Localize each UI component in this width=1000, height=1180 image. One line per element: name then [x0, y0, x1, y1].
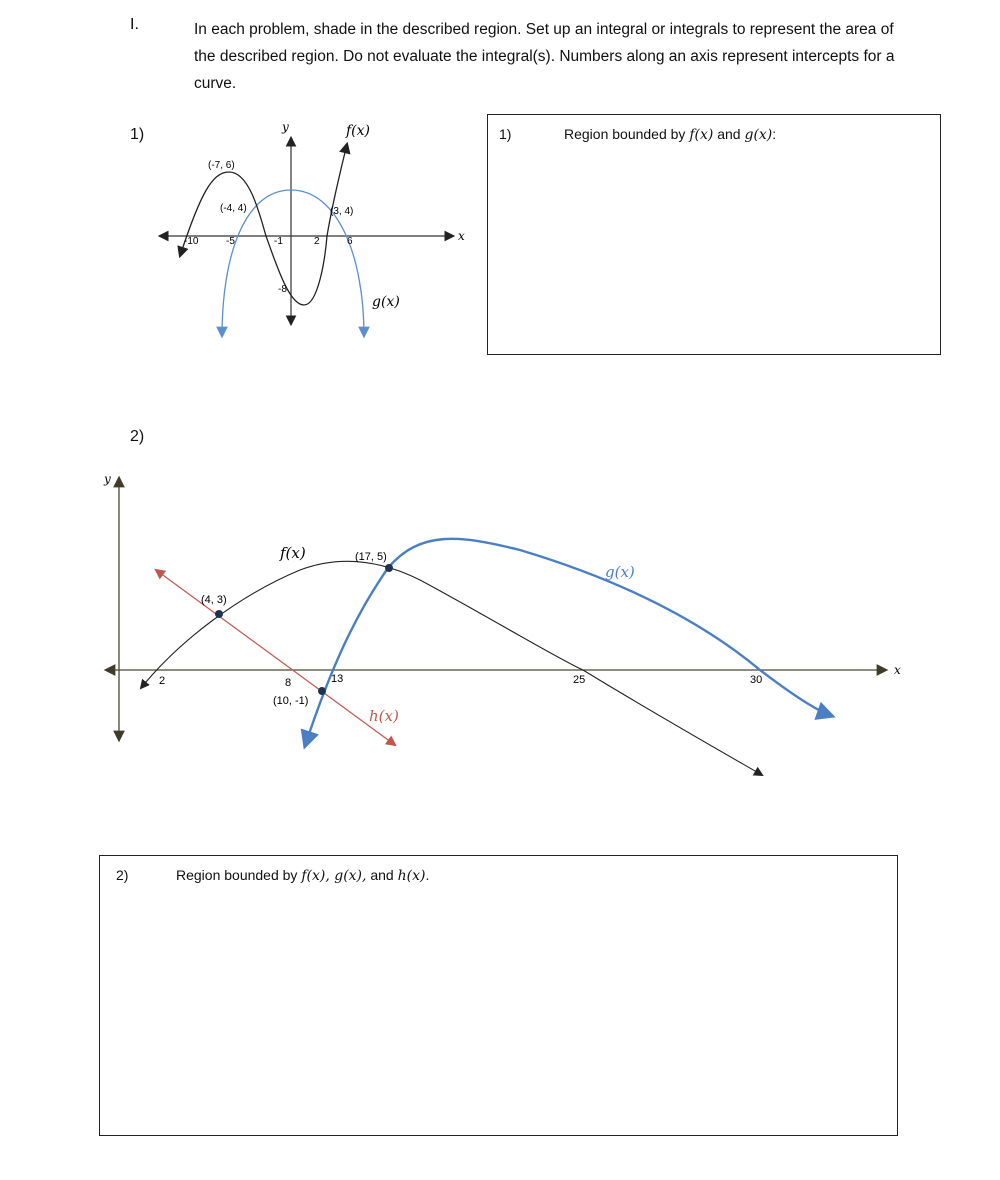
p1-f-curve [180, 144, 347, 305]
p1-x-tick: 2 [314, 236, 320, 247]
p1-x-tick: 6 [347, 236, 353, 247]
p2-point-label: (4, 3) [201, 594, 227, 606]
p2-point-label: (17, 5) [355, 551, 387, 563]
p2-point-10-neg1 [318, 687, 326, 695]
p2-y-axis-label: y [104, 472, 111, 486]
p2-h-label: h(x) [369, 707, 399, 725]
p2-x-axis-label: x [894, 663, 901, 677]
p1-x-tick: -1 [274, 236, 283, 247]
section-marker: I. [130, 16, 139, 33]
p2-h-line [156, 570, 395, 745]
problem-2-answer-box[interactable] [99, 855, 898, 1136]
problem-1-number: 1) [130, 126, 145, 143]
p2-x-tick: 2 [159, 675, 166, 687]
instructions-text: In each problem, shade in the described region. Set up an integral or integrals to represent the area of the described region. Do not evaluate the integral(s). Numbers along an axis represent intercepts for a curve. [194, 21, 895, 92]
p1-f-label: f(x) [346, 123, 371, 139]
answer-box-2-title: Region bounded by f(x), g(x), and h(x). [176, 867, 430, 884]
p2-g-label: g(x) [605, 563, 635, 581]
p2-point-4-3 [215, 610, 223, 618]
p1-point-label: (-7, 6) [208, 160, 235, 171]
p2-f-curve [141, 561, 762, 775]
p1-x-axis-label: x [458, 229, 465, 243]
p1-point-label: (-4, 4) [220, 203, 247, 214]
p1-point-label: (3, 4) [330, 206, 354, 217]
p1-y-axis-label: y [282, 120, 289, 134]
problem-1-answer-box[interactable] [487, 114, 941, 355]
p1-y-tick: -8 [278, 284, 287, 295]
p2-x-tick: 8 [285, 677, 292, 689]
problem-2-graph [90, 462, 910, 792]
p2-point-label: (10, -1) [273, 695, 309, 707]
p2-x-tick: 25 [573, 674, 586, 686]
answer-box-1-title: Region bounded by f(x) and g(x): [564, 126, 777, 143]
p2-f-label: f(x) [280, 544, 306, 562]
problem-2-number: 2) [130, 428, 145, 445]
answer-box-2-number: 2) [116, 867, 129, 883]
p1-x-tick: -5 [226, 236, 235, 247]
p2-x-tick: 13 [331, 673, 344, 685]
p2-x-tick: 30 [750, 674, 763, 686]
p1-x-tick: -10 [184, 236, 199, 247]
p1-g-label: g(x) [372, 294, 400, 310]
answer-box-1-number: 1) [499, 126, 512, 142]
p2-point-17-5 [385, 564, 393, 572]
